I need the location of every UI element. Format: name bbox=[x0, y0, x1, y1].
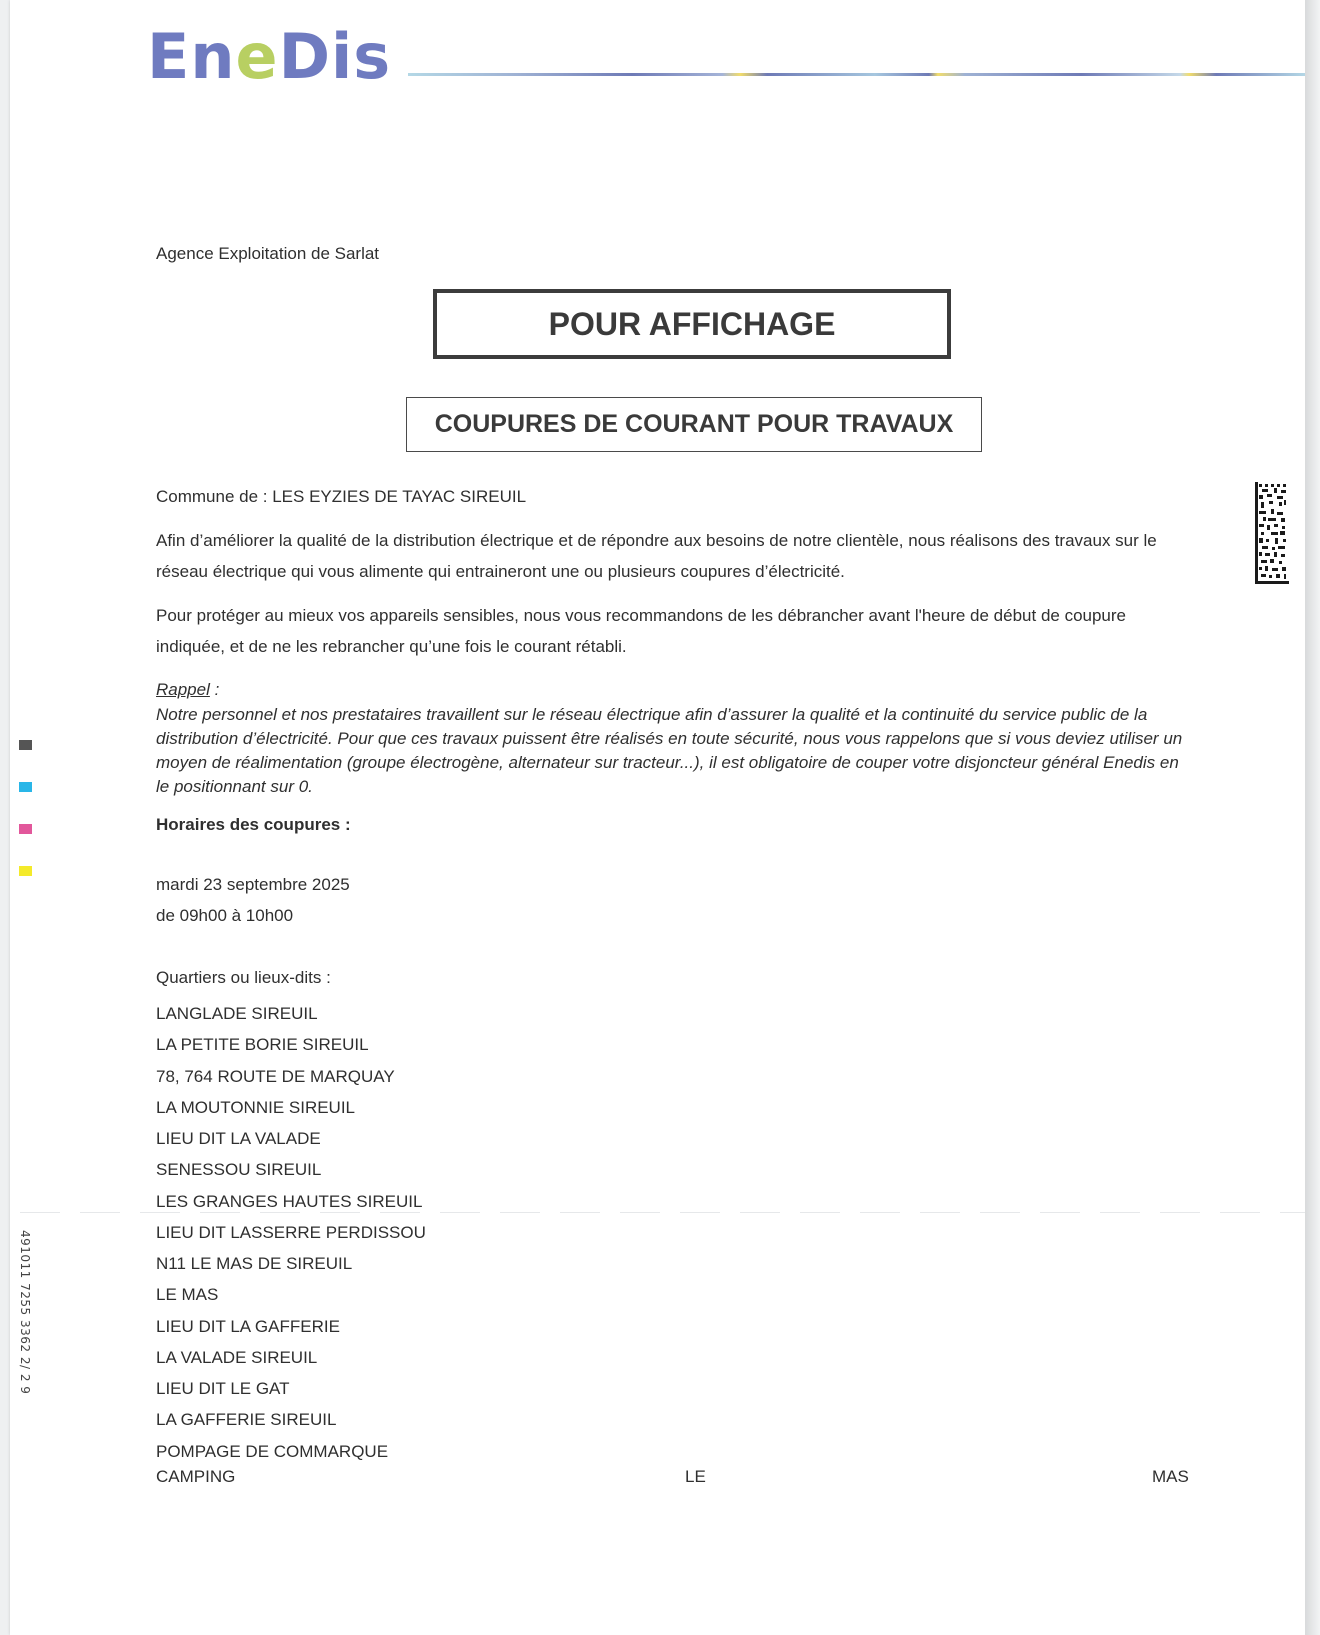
enedis-logo bbox=[147, 20, 392, 93]
list-item: LIEU DIT LE GAT bbox=[156, 1379, 290, 1398]
printer-mark-cyan bbox=[19, 782, 32, 792]
page-edge-shadow bbox=[1305, 0, 1320, 1635]
title-box: POUR AFFICHAGE bbox=[433, 289, 951, 359]
intro-paragraph: Afin d’améliorer la qualité de la distribution électrique et de répondre aux besoins de notre clientèle, nous réalisons des travaux sur le réseau électrique qui vous alimente qui entraineront une ou plusieurs coupures d’électricité. bbox=[156, 531, 1157, 581]
rappel-text: Notre personnel et nos prestataires travaillent sur le réseau électrique afin d’assurer la qualité et la continuité du service public de la distribution d’électricité. Pour que ces travaux puissent être réalisés en toute sécurité, nous vous rappelons que si vous deviez utiliser un moyen de réalimentation (groupe électrogène, alternateur sur tracteur...), il est obligatoire de couper votre disjoncteur général Enedis en le positionnant sur 0. bbox=[156, 705, 1183, 796]
list-item: LIEU DIT LASSERRE PERDISSOU bbox=[156, 1222, 426, 1242]
header-rule bbox=[408, 73, 1306, 76]
rappel-suffix: : bbox=[209, 680, 220, 699]
last-row-col-3: MAS bbox=[1152, 1467, 1189, 1486]
list-item: POMPAGE DE COMMARQUE bbox=[156, 1441, 389, 1461]
list-item: LE MAS bbox=[156, 1285, 219, 1305]
logo-part-1: En bbox=[147, 20, 236, 93]
outage-date: mardi 23 septembre 2025 bbox=[156, 875, 350, 894]
printer-mark-black bbox=[19, 740, 32, 750]
places-label: Quartiers ou lieux-dits : bbox=[156, 968, 331, 987]
subtitle-box: COUPURES DE COURANT POUR TRAVAUX bbox=[406, 397, 982, 452]
list-item: LA PETITE BORIE SIREUIL bbox=[156, 1035, 369, 1055]
list-item: LA VALADE SIREUIL bbox=[156, 1347, 318, 1367]
list-item: SENESSOU SIREUIL bbox=[156, 1160, 322, 1180]
schedule-heading: Horaires des coupures : bbox=[156, 815, 351, 834]
outage-time: de 09h00 à 10h00 bbox=[156, 906, 294, 925]
commune-line: Commune de : LES EYZIES DE TAYAC SIREUIL bbox=[156, 487, 527, 506]
list-item: LIEU DIT LA GAFFERIE bbox=[156, 1316, 340, 1336]
list-item: LIEU DIT LA VALADE bbox=[156, 1129, 321, 1148]
rappel-label: Rappel bbox=[156, 680, 210, 699]
list-item: LA GAFFERIE SIREUIL bbox=[156, 1410, 337, 1430]
list-item: 78, 764 ROUTE DE MARQUAY bbox=[156, 1066, 395, 1086]
last-row-col-2: LE bbox=[685, 1467, 706, 1486]
document-page bbox=[10, 0, 1305, 1635]
list-item: LES GRANGES HAUTES SIREUIL bbox=[156, 1191, 423, 1211]
agency-name: Agence Exploitation de Sarlat bbox=[156, 244, 380, 263]
side-reference-code: 491011 7255 3362 2/ 2 9 bbox=[18, 1230, 32, 1395]
list-item: LA MOUTONNIE SIREUIL bbox=[156, 1097, 356, 1117]
logo-part-2: e bbox=[235, 20, 279, 93]
list-item: LANGLADE SIREUIL bbox=[156, 1004, 318, 1023]
logo-part-3: Dis bbox=[278, 20, 392, 93]
datamatrix-code bbox=[1255, 482, 1289, 584]
fold-line bbox=[20, 1212, 1315, 1213]
printer-mark-magenta bbox=[19, 824, 32, 834]
last-row-col-1: CAMPING bbox=[156, 1467, 236, 1486]
printer-mark-yellow bbox=[19, 866, 32, 876]
places-list bbox=[156, 998, 426, 1467]
advice-paragraph: Pour protéger au mieux vos appareils sensibles, nous vous recommandons de les débrancher avant l'heure de début de coupure indiquée, et de ne les rebrancher qu’une fois le courant rétabli. bbox=[156, 606, 1127, 656]
list-item: N11 LE MAS DE SIREUIL bbox=[156, 1254, 353, 1273]
rappel-heading bbox=[156, 680, 219, 700]
